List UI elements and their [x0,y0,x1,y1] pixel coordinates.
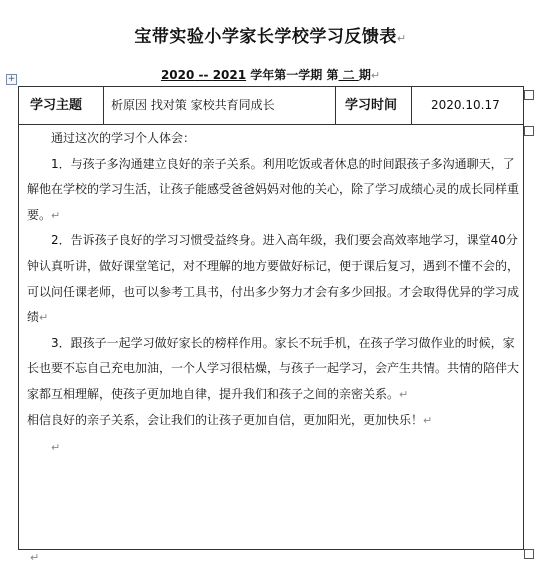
year-end: 2021 [212,68,247,82]
paragraph-mark: ↵ [51,441,61,455]
point-text: 1．与孩子多沟通建立良好的亲子关系。利用吃饭或者休息的时间跟孩子多沟通聊天，了解他在学校的学习生活，让孩子能感受爸爸妈妈对他的关心，除了学习成绩心灵的成长同样重要。 [27,156,520,222]
empty-paragraph [27,435,519,461]
intro-paragraph: 通过这次的学习个人体会： [51,131,196,145]
point-paragraph-3 [27,331,519,408]
topic-value[interactable]: 析原因 找对策 家校共育同成长 [111,98,275,112]
closing-text: 相信良好的亲子关系，会让我们的让孩子更加自信，更加阳光，更加快乐！ [27,412,424,427]
time-label: 学习时间 [345,98,398,113]
row-end-marker-icon [524,126,534,136]
point-paragraph-1 [27,152,519,229]
column-divider [411,87,412,124]
paragraph-mark: ↵ [370,69,381,82]
document-title [0,22,541,47]
term-suffix: 期 [358,68,371,82]
reflection-content[interactable] [27,126,519,461]
paragraph-mark: ↵ [396,32,407,45]
feedback-table [18,86,524,550]
point-text: 3．跟孩子一起学习做好家长的榜样作用。家长不玩手机，在孩子学习做作业的时候，家长也要不忘自己充电加油，一个人学习很枯燥，与孩子一起学习，会产生共情。共情的陪伴大家都互相理解，使孩子更加地自律，提升我们和孩子之间的亲密关系。 [27,335,520,401]
year-start: 2020 [160,68,195,82]
point-paragraph-2 [27,228,519,330]
column-divider [335,87,336,124]
time-value[interactable]: 2020.10.17 [431,98,500,112]
table-header-row [19,87,523,125]
term-number: 二 [338,68,359,82]
paragraph-mark: ↵ [399,387,409,401]
column-divider [103,87,104,124]
point-text: 2．告诉孩子良好的学习习惯受益终身。进入高年级，我们要会高效率地学习，课堂40分钟认真听讲，做好课堂笔记，对不理解的地方要做好标记，便于课后复习，遇到不懂不会的，可以问任课老师，也可以参考工具书，付出多少努力才会有多少回报。才会取得优异的学习成绩 [27,233,520,325]
paragraph-mark: ↵ [39,311,49,325]
topic-label: 学习主题 [30,98,83,113]
paragraph-mark: ↵ [51,208,61,222]
paragraph-mark: ↵ [30,551,40,564]
paragraph-mark: ↵ [423,413,433,427]
row-end-marker-icon [524,90,534,100]
table-move-handle-icon[interactable]: + [7,74,16,84]
title-text: 宝带实验小学家长学校学习反馈表 [134,27,397,47]
term-middle-text: 学年第一学期 第 [246,68,339,82]
closing-paragraph [27,408,519,434]
year-dash: -- [194,68,213,82]
row-end-marker-icon [524,549,534,559]
term-subtitle [0,66,541,83]
